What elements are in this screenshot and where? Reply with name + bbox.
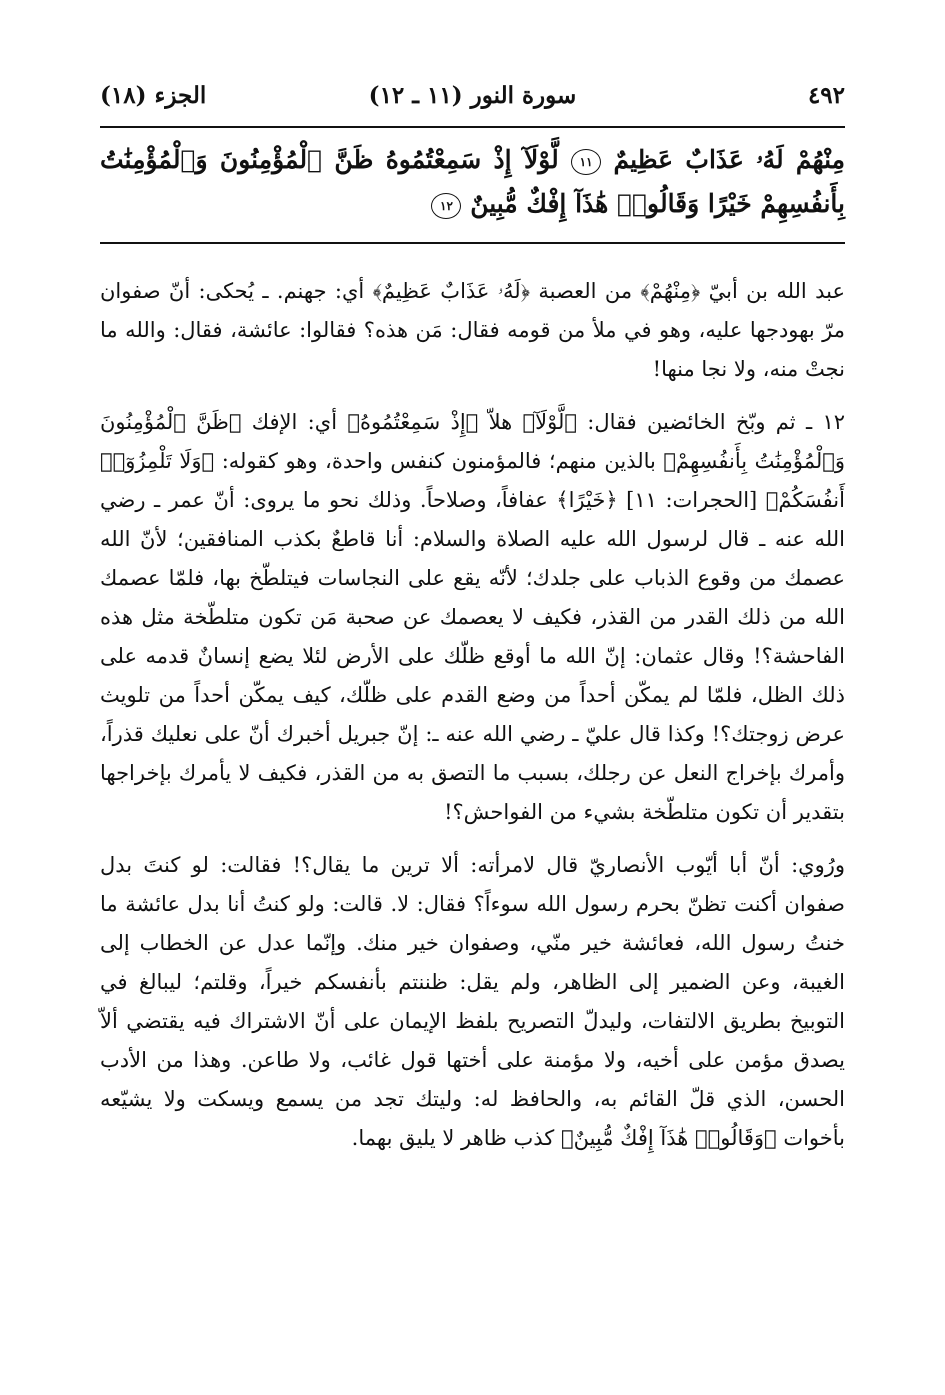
commentary-paragraph: عبد الله بن أبيّ ﴿مِنْهُمْ﴾ من العصبة ﴿لَهُۥ عَذَابٌ عَظِيمٌ﴾ أي: جهنم. ـ يُحكى: أنّ صفوان مرّ بهودجها عليه، وهو في ملأ من قومه فقال: مَن هذه؟ فقالوا: عائشة، فقال: والله ما نجتْ منه، ولا نجا منها! <box>100 279 845 381</box>
commentary-paragraph: ورُوي: أنّ أبا أيّوب الأنصاريّ قال لامرأته: ألا ترين ما يقال؟! فقالت: لو كنتَ بدل صفوان أكنت تظنّ بحرم رسول الله سوءاً؟ فقال: لا. قالت: ولو كنتُ أنا بدل عائشة ما خنتُ رسول الله، فعائشة خير منّي، وصفوان خير منك. وإنّما عدل عن الخطاب إلى الغيبة، وعن الضمير إلى الظاهر، ولم يقل: ظننتم بأنفسكم خيراً، وقلتم؛ ليبالغ في التوبيخ بطريق الالتفات، وليدلّ التصريح بلفظ الإيمان على أنّ الاشتراك فيه يقتضي ألاّ يصدق مؤمن على أخيه، ولا مؤمنة على أختها قول غائب، ولا طاعن. وهذا من الأدب الحسن، الذي قلّ القائم به، والحافظ له: وليتك تجد من يسمع ويسكت ولا يشيّعه بأخوات ﴿وَقَالُوا۟ هَٰذَآ إِفْكٌ مُّبِينٌ﴾ كذب ظاهر لا يليق بهما. <box>100 853 845 1150</box>
verses-divider <box>100 242 845 244</box>
quran-verses <box>100 138 845 228</box>
juz-label: الجزء (١٨) <box>100 82 207 109</box>
verse-number-marker: ١١ <box>571 149 601 175</box>
surah-title: سورة النور (١١ ـ ١٢) <box>368 82 577 109</box>
verse-number-marker: ١٢ <box>431 193 461 219</box>
verse-text-1: مِنْهُمْ لَهُۥ عَذَابٌ عَظِيمٌ <box>613 145 846 174</box>
commentary-paragraph: ١٢ ـ ثم وبّخ الخائضين فقال: ﴿لَّوْلَآ﴾ هلاّ ﴿إِذْ سَمِعْتُمُوهُ﴾ أي: الإفك ﴿ظَنَّ ٱلْمُؤْمِنُونَ وَٱلْمُؤْمِنَٰتُ بِأَنفُسِهِمْ﴾ بالذين منهم؛ فالمؤمنون كنفس واحدة، وهو كقوله: ﴿وَلَا تَلْمِزُوٓا۟ أَنفُسَكُمْ﴾ [الحجرات: ١١] ﴿خَيْرًا﴾ عفافاً، وصلاحاً. وذلك نحو ما يروى: أنّ عمر ـ رضي الله عنه ـ قال لرسول الله عليه الصلاة والسلام: أنا قاطعٌ بكذب المنافقين؛ لأنّ الله عصمك من وقوع الذباب على جلدك؛ لأنّه يقع على النجاسات فيتلطّخ بها، فلمّا عصمك الله من ذلك القدر من القذر، فكيف لا يعصمك عن صحبة مَن تكون متلطّخة مثل هذه الفاحشة؟! وقال عثمان: إنّ الله ما أوقع ظلّك على الأرض لئلا يضع إنسانٌ قدمه على ذلك الظل، فلمّا لم يمكّن أحداً من وضع القدم على ظلّك، كيف يمكّن أحداً من تلويث عرض زوجتك؟! وكذا قال عليّ ـ رضي الله عنه ـ: إنّ جبريل أخبرك أنّ على نعليك قذراً، وأمرك بإخراج النعل عن رجلك، بسبب ما التصق به من القذر، فكيف لا يأمرك بإخراجها بتقدير أن تكون متلطّخة بشيء من الفواحش؟! <box>100 410 845 824</box>
page-number: ٤٩٢ <box>807 82 845 109</box>
header-divider <box>100 126 845 128</box>
verse-text-2: لَّوْلَآ إِذْ سَمِعْتُمُوهُ ظَنَّ ٱلْمُؤْمِنُونَ وَٱلْمُؤْمِنَٰتُ بِأَنفُسِهِمْ خَيْرًا وَقَالُوا۟ هَٰذَآ إِفْكٌ مُّبِينٌ <box>100 145 845 218</box>
commentary-body <box>100 272 845 1172</box>
page-header <box>100 82 845 122</box>
